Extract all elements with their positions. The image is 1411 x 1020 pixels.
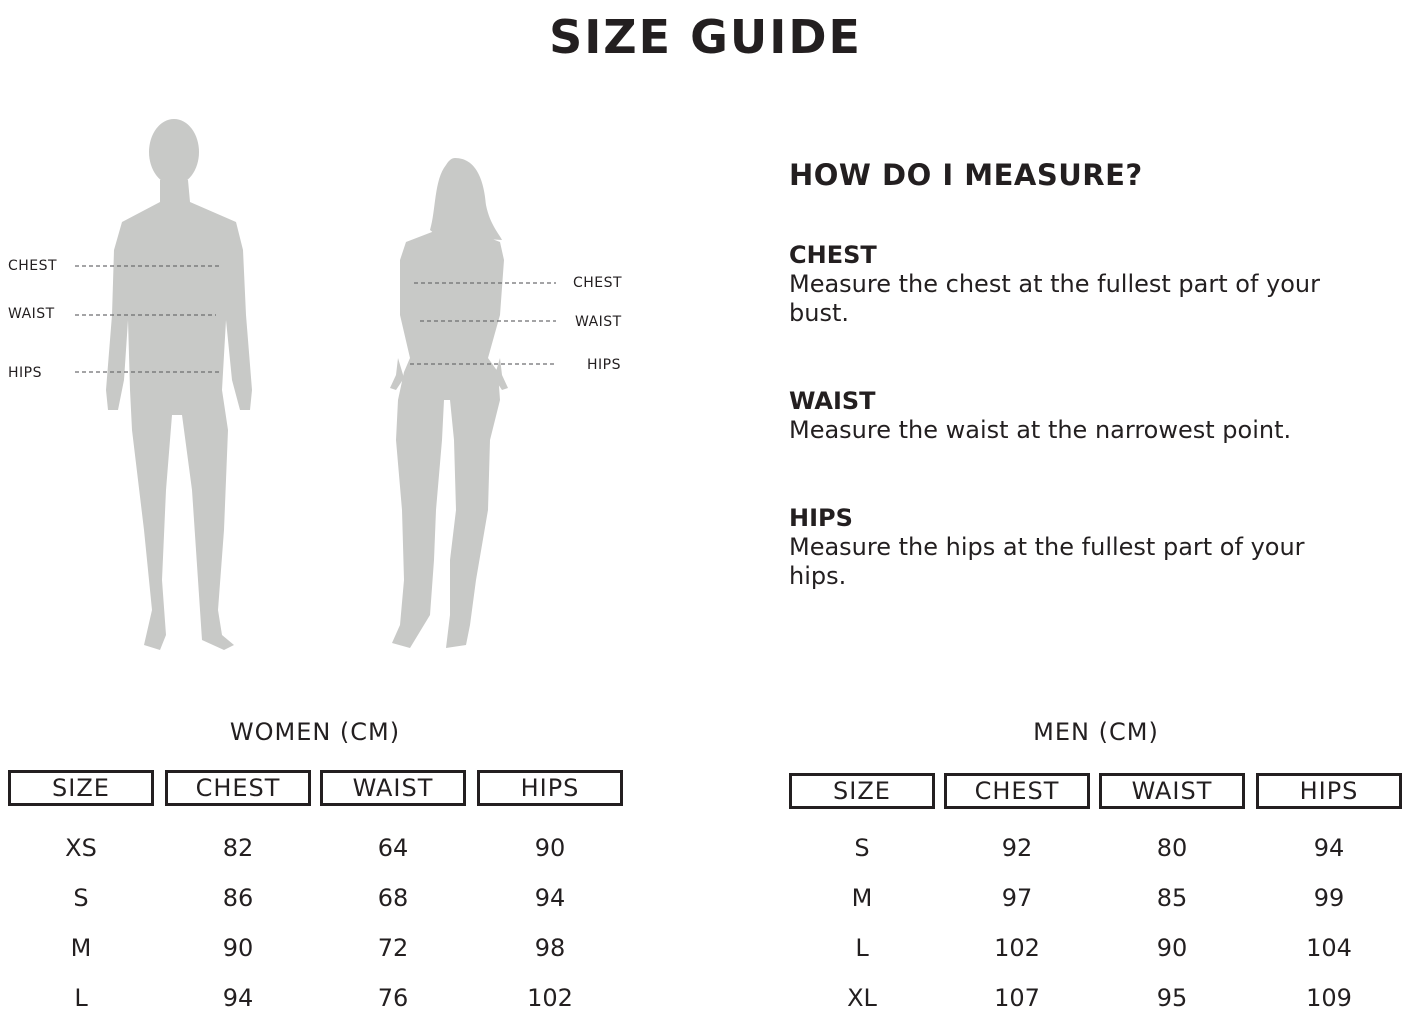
male-silhouette xyxy=(106,119,252,650)
men-header-chest: CHEST xyxy=(944,773,1090,809)
measure-chest xyxy=(789,240,1389,328)
men-cell: 90 xyxy=(1156,934,1188,962)
men-cell: 102 xyxy=(994,934,1040,962)
measure-hips-title: HIPS xyxy=(789,504,853,532)
men-cell: 80 xyxy=(1156,834,1188,862)
women-cell: 94 xyxy=(222,984,254,1012)
female-waist-label: WAIST xyxy=(575,314,622,330)
men-cell: 95 xyxy=(1156,984,1188,1012)
female-hips-label: HIPS xyxy=(587,357,621,373)
women-cell: 102 xyxy=(527,984,573,1012)
measure-waist-text: Measure the waist at the narrowest point. xyxy=(789,416,1292,444)
men-table-title: MEN (CM) xyxy=(1033,718,1159,746)
men-cell: 94 xyxy=(1313,834,1345,862)
women-cell: 94 xyxy=(534,884,566,912)
women-cell: 90 xyxy=(222,934,254,962)
men-cell: L xyxy=(855,934,869,962)
women-cell: 90 xyxy=(534,834,566,862)
women-cell: M xyxy=(70,934,92,962)
women-header-size: SIZE xyxy=(8,770,154,806)
male-waist-label: WAIST xyxy=(8,306,55,322)
men-cell: M xyxy=(851,884,873,912)
women-cell: 64 xyxy=(377,834,409,862)
women-cell: 82 xyxy=(222,834,254,862)
men-cell: 85 xyxy=(1156,884,1188,912)
measure-chest-title: CHEST xyxy=(789,241,877,269)
men-cell: 104 xyxy=(1306,934,1352,962)
women-header-chest: CHEST xyxy=(165,770,311,806)
men-cell: 92 xyxy=(1001,834,1033,862)
men-cell: XL xyxy=(847,984,877,1012)
women-header-waist: WAIST xyxy=(320,770,466,806)
women-table-title: WOMEN (CM) xyxy=(229,718,401,746)
women-cell: 86 xyxy=(222,884,254,912)
men-header-size: SIZE xyxy=(789,773,935,809)
how-to-measure-section xyxy=(789,158,1389,649)
women-header-hips: HIPS xyxy=(477,770,623,806)
men-cell: S xyxy=(854,834,870,862)
body-figures xyxy=(0,110,700,670)
men-header-waist: WAIST xyxy=(1099,773,1245,809)
measure-hips-text: Measure the hips at the fullest part of your hips. xyxy=(789,533,1305,590)
men-cell: 97 xyxy=(1001,884,1033,912)
women-cell: 98 xyxy=(534,934,566,962)
measure-chest-text: Measure the chest at the fullest part of your bust. xyxy=(789,270,1320,327)
men-header-hips: HIPS xyxy=(1256,773,1402,809)
women-cell: XS xyxy=(65,834,97,862)
body-silhouettes xyxy=(0,110,700,670)
male-chest-label: CHEST xyxy=(8,258,58,274)
male-hips-label: HIPS xyxy=(8,365,42,381)
measure-heading: HOW DO I MEASURE? xyxy=(789,158,1143,192)
female-silhouette xyxy=(390,158,508,648)
men-cell: 109 xyxy=(1306,984,1352,1012)
measure-waist-title: WAIST xyxy=(789,387,876,415)
men-cell: 107 xyxy=(994,984,1040,1012)
women-cell: 76 xyxy=(377,984,409,1012)
female-chest-label: CHEST xyxy=(573,275,623,291)
men-cell: 99 xyxy=(1313,884,1345,912)
women-cell: 68 xyxy=(377,884,409,912)
measure-waist xyxy=(789,386,1389,445)
women-cell: 72 xyxy=(377,934,409,962)
women-cell: L xyxy=(74,984,88,1012)
measure-hips xyxy=(789,503,1389,591)
women-cell: S xyxy=(73,884,89,912)
page-title: SIZE GUIDE xyxy=(549,10,862,64)
